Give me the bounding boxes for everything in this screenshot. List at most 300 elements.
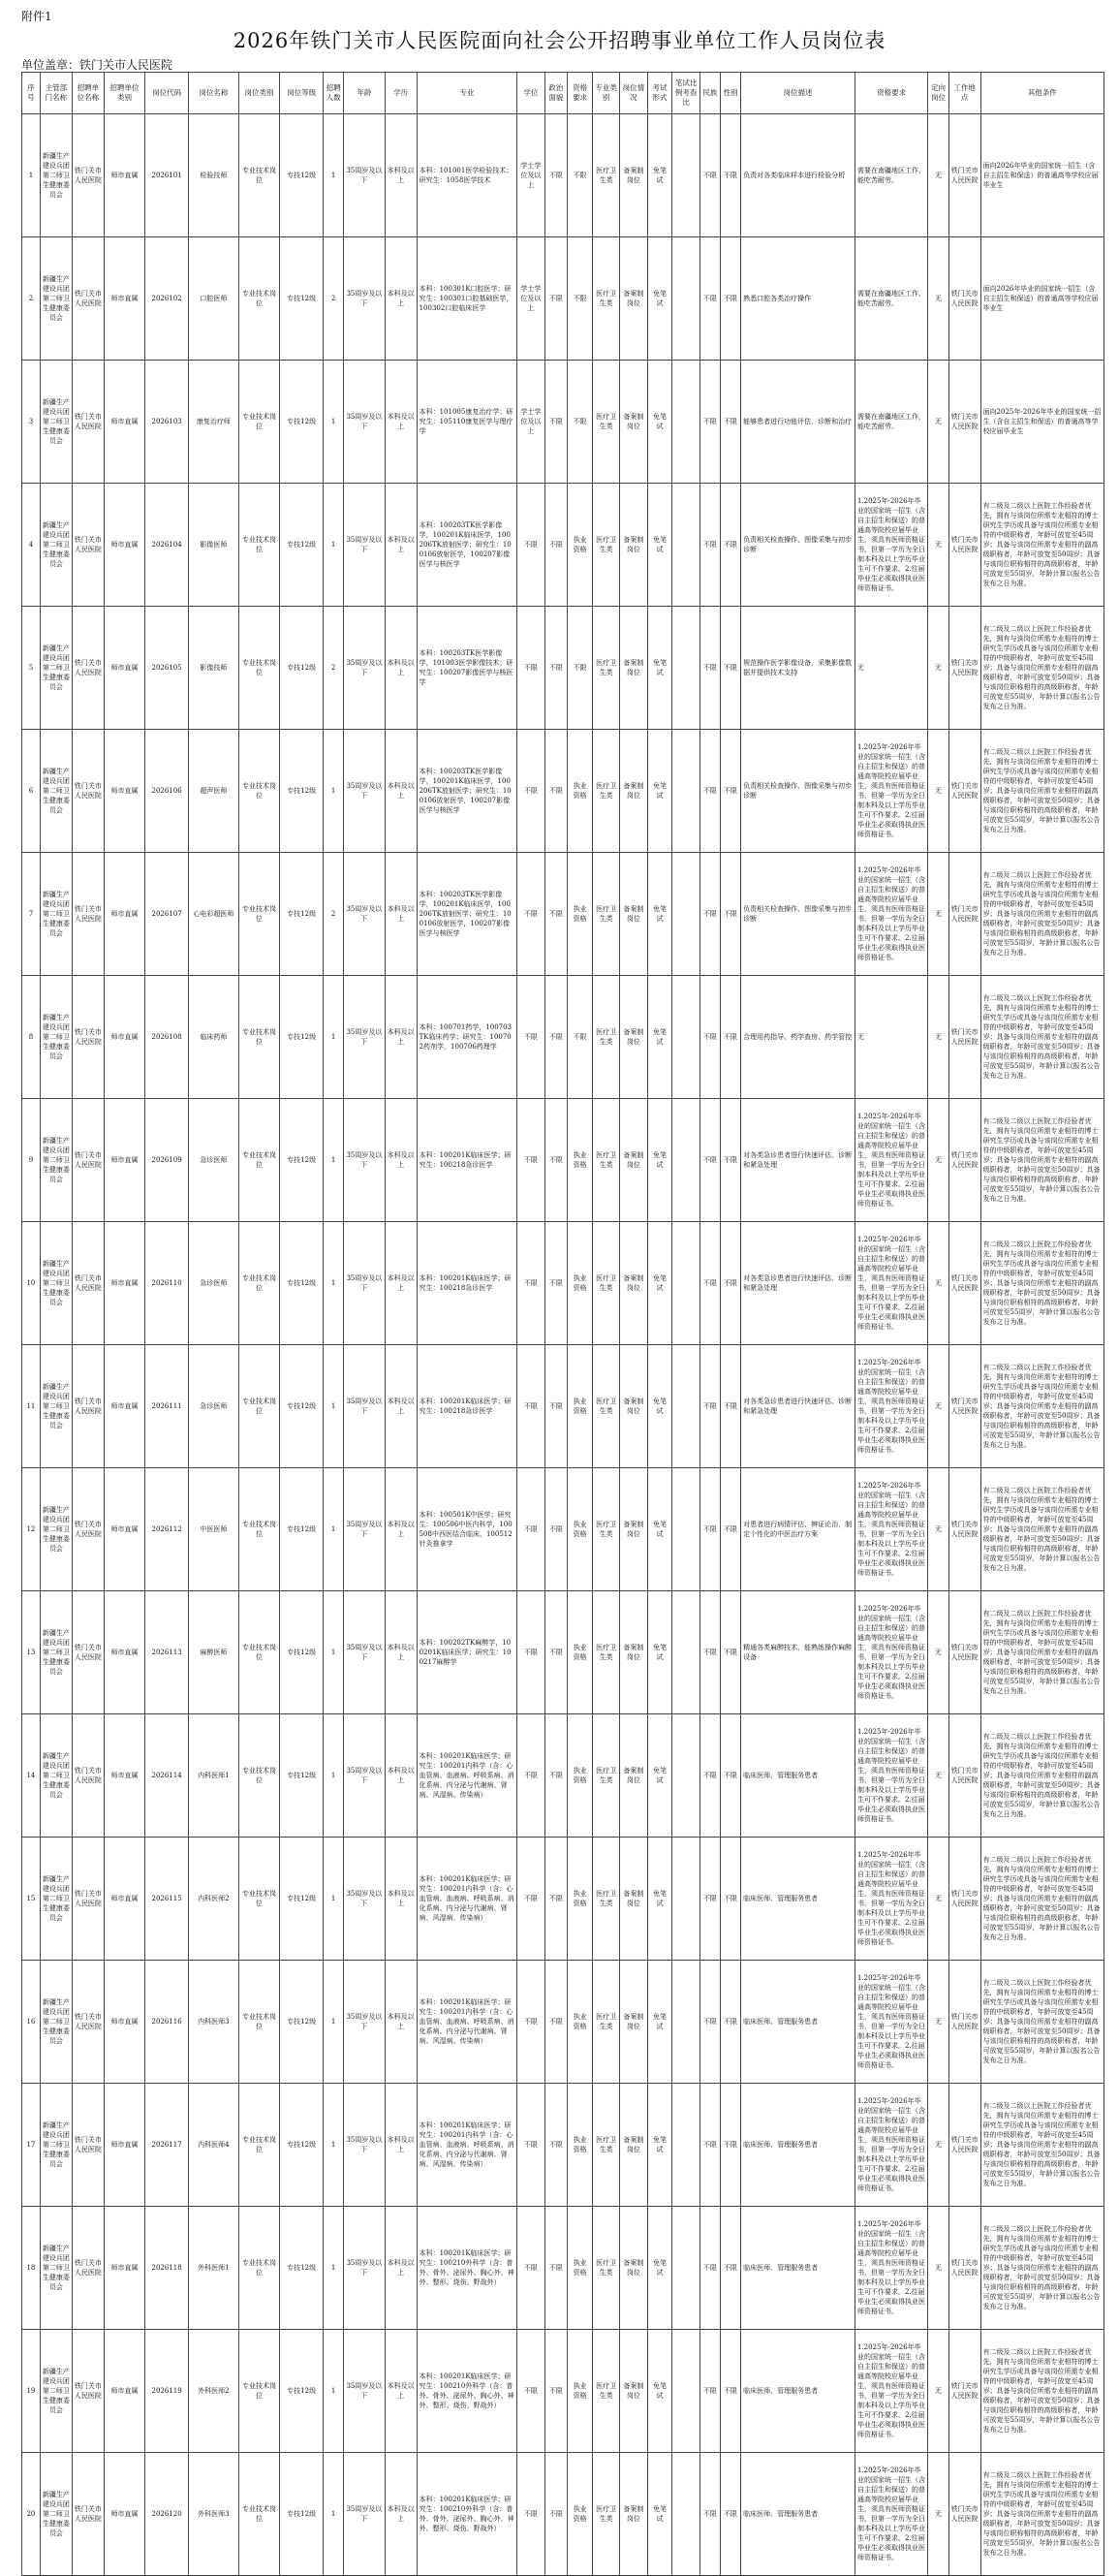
cell-majcat: 医疗卫生类	[593, 976, 620, 1099]
positions-table	[21, 72, 1104, 2576]
cell-age: 35周岁及以下	[344, 1591, 385, 1714]
cell-age: 35周岁及以下	[344, 730, 385, 853]
cell-other: 有二级及二级以上医院工作经验者优先，拥有与该岗位所需专业相符的博士研究生学历或具备与该岗位所需专业相符的中级职称者，年龄可放宽至45周岁；具备与该岗位所需专业相符的副高级职称者，年龄可放宽至50周岁；具备与该岗位职称相符的高级职称者，年龄可放宽至55周岁，年龄计算以报名公告发布之日为准。	[980, 1838, 1103, 1961]
cell-ratio	[672, 853, 699, 976]
cell-no: 7	[22, 853, 41, 976]
cell-ratio	[672, 1345, 699, 1468]
cell-major: 本科：100203TK医学影像学，101003医学影像技术；研究生：100207影像医学与核医学	[417, 607, 517, 730]
cell-unit_type: 师市直属	[104, 1345, 144, 1468]
cell-ratio	[672, 237, 699, 361]
cell-majcat: 医疗卫生类	[593, 2330, 620, 2453]
cell-qual: 执业资格	[568, 2330, 593, 2453]
cell-code: 2026105	[145, 607, 189, 730]
cell-edu: 本科及以上	[385, 1714, 417, 1838]
table-row	[22, 114, 1104, 237]
cell-no: 11	[22, 1345, 41, 1468]
cell-majcat: 医疗卫生类	[593, 1591, 620, 1714]
cell-majcat: 医疗卫生类	[593, 484, 620, 607]
cell-majcat: 医疗卫生类	[593, 1222, 620, 1345]
cell-post: 备案制岗位	[620, 2207, 647, 2330]
cell-edu: 本科及以上	[385, 1222, 417, 1345]
cell-unit: 铁门关市人民医院	[72, 730, 104, 853]
column-header: 岗位类别	[238, 73, 279, 114]
cell-unit: 铁门关市人民医院	[72, 484, 104, 607]
cell-major: 本科：101001医学检验技术；研究生：1058医学技术	[417, 114, 517, 237]
cell-place: 铁门关市人民医院	[948, 237, 980, 361]
column-header: 其他条件	[980, 73, 1103, 114]
cell-level: 专技12级	[280, 1222, 324, 1345]
cell-count: 1	[324, 976, 344, 1099]
cell-unit_type: 师市直属	[104, 607, 144, 730]
table-row	[22, 2330, 1104, 2453]
cell-no: 9	[22, 1099, 41, 1222]
table-row	[22, 2453, 1104, 2576]
cell-cat: 专业技术岗位	[238, 1099, 279, 1222]
cell-cat: 专业技术岗位	[238, 361, 279, 484]
cell-degree: 不限	[517, 1222, 544, 1345]
cell-cat: 专业技术岗位	[238, 853, 279, 976]
cell-count: 1	[324, 1714, 344, 1838]
column-header: 笔试比例考查比	[672, 73, 699, 114]
cell-sex: 不限	[720, 1099, 740, 1222]
cell-other: 有二级及二级以上医院工作经验者优先，拥有与该岗位所需专业相符的博士研究生学历或具备与该岗位所需专业相符的中级职称者，年龄可放宽至45周岁；具备与该岗位所需专业相符的副高级职称者，年龄可放宽至50周岁；具备与该岗位职称相符的高级职称者，年龄可放宽至55周岁，年龄计算以报名公告发布之日为准。	[980, 1468, 1103, 1591]
cell-desc: 临床医师、管理服务患者	[741, 1838, 855, 1961]
attachment-label: 附件1	[21, 10, 52, 23]
column-header: 岗位等级	[280, 73, 324, 114]
cell-majcat: 医疗卫生类	[593, 1099, 620, 1222]
cell-desc: 临床医师、管理服务患者	[741, 1961, 855, 2084]
cell-ratio	[672, 2453, 699, 2576]
cell-unit_type: 师市直属	[104, 1714, 144, 1838]
cell-count: 1	[324, 1591, 344, 1714]
cell-desc: 规范操作医学影像设备，采集影像数据并提供技术支持	[741, 607, 855, 730]
column-header: 岗位情况	[620, 73, 647, 114]
cell-no: 1	[22, 114, 41, 237]
cell-desc: 临床医师、管理服务患者	[741, 2084, 855, 2207]
column-header: 性别	[720, 73, 740, 114]
cell-unit_type: 师市直属	[104, 1222, 144, 1345]
cell-ratio	[672, 1961, 699, 2084]
cell-post: 备案制岗位	[620, 1961, 647, 2084]
cell-exam: 免笔试	[647, 1468, 672, 1591]
cell-ratio	[672, 2330, 699, 2453]
cell-exam: 免笔试	[647, 1222, 672, 1345]
cell-dir: 无	[928, 2084, 948, 2207]
table-row	[22, 1345, 1104, 1468]
cell-exam: 免笔试	[647, 484, 672, 607]
cell-req: 1.2025年-2026年毕业的国家统一招生（含自主招生和保送）的普通高等院校应届毕业生，须具有医师资格证书，但第一学历为全日制本科及以上学历毕业生可不作要求。2.往届毕业生必须取得执业医师资格证书。	[855, 1838, 927, 1961]
cell-edu: 本科及以上	[385, 2207, 417, 2330]
cell-age: 35周岁及以下	[344, 1222, 385, 1345]
cell-dept: 新疆生产建设兵团第二师卫生健康委员会	[40, 1961, 72, 2084]
cell-age: 35周岁及以下	[344, 853, 385, 976]
column-header: 招聘人数	[324, 73, 344, 114]
cell-code: 2026118	[145, 2207, 189, 2330]
cell-no: 10	[22, 1222, 41, 1345]
cell-unit_type: 师市直属	[104, 2207, 144, 2330]
cell-level: 专技12级	[280, 114, 324, 237]
cell-count: 1	[324, 361, 344, 484]
cell-post: 备案制岗位	[620, 1838, 647, 1961]
cell-cat: 专业技术岗位	[238, 1961, 279, 2084]
cell-dept: 新疆生产建设兵团第二师卫生健康委员会	[40, 607, 72, 730]
cell-dept: 新疆生产建设兵团第二师卫生健康委员会	[40, 1468, 72, 1591]
cell-post: 备案制岗位	[620, 607, 647, 730]
cell-eth: 不限	[699, 361, 720, 484]
cell-count: 1	[324, 2207, 344, 2330]
cell-name: 检验技师	[188, 114, 238, 237]
cell-desc: 能够患者进行功能评估、诊断和治疗	[741, 361, 855, 484]
cell-edu: 本科及以上	[385, 1345, 417, 1468]
cell-major: 本科：100201K临床医学；研究生：100210外科学（含：普外、骨外、泌尿外、胸心外、神外、整形、烧伤、野战外）	[417, 2207, 517, 2330]
cell-code: 2026108	[145, 976, 189, 1099]
cell-other: 有二级及二级以上医院工作经验者优先，拥有与该岗位所需专业相符的博士研究生学历或具备与该岗位所需专业相符的中级职称者，年龄可放宽至45周岁；具备与该岗位所需专业相符的副高级职称者，年龄可放宽至50周岁；具备与该岗位职称相符的高级职称者，年龄可放宽至55周岁，年龄计算以报名公告发布之日为准。	[980, 853, 1103, 976]
cell-post: 备案制岗位	[620, 1345, 647, 1468]
cell-other: 有二级及二级以上医院工作经验者优先，拥有与该岗位所需专业相符的博士研究生学历或具备与该岗位所需专业相符的中级职称者，年龄可放宽至45周岁；具备与该岗位所需专业相符的副高级职称者，年龄可放宽至50周岁；具备与该岗位职称相符的高级职称者，年龄可放宽至55周岁，年龄计算以报名公告发布之日为准。	[980, 484, 1103, 607]
cell-pol: 不限	[544, 237, 568, 361]
cell-majcat: 医疗卫生类	[593, 1838, 620, 1961]
table-row	[22, 730, 1104, 853]
cell-dir: 无	[928, 2453, 948, 2576]
cell-level: 专技12级	[280, 976, 324, 1099]
cell-degree: 不限	[517, 2453, 544, 2576]
table-row	[22, 484, 1104, 607]
cell-cat: 专业技术岗位	[238, 1838, 279, 1961]
column-header: 专业类别	[593, 73, 620, 114]
cell-unit: 铁门关市人民医院	[72, 1099, 104, 1222]
cell-name: 外科医师3	[188, 2453, 238, 2576]
cell-eth: 不限	[699, 2330, 720, 2453]
cell-unit: 铁门关市人民医院	[72, 114, 104, 237]
cell-dir: 无	[928, 2207, 948, 2330]
cell-level: 专技12级	[280, 730, 324, 853]
cell-age: 35周岁及以下	[344, 2084, 385, 2207]
cell-level: 专技12级	[280, 2207, 324, 2330]
cell-count: 2	[324, 607, 344, 730]
cell-code: 2026115	[145, 1838, 189, 1961]
cell-degree: 不限	[517, 1591, 544, 1714]
cell-degree: 不限	[517, 1838, 544, 1961]
cell-unit: 铁门关市人民医院	[72, 1838, 104, 1961]
cell-desc: 负责对各类临床样本进行检验分析	[741, 114, 855, 237]
cell-majcat: 医疗卫生类	[593, 2207, 620, 2330]
cell-req: 1.2025年-2026年毕业的国家统一招生（含自主招生和保送）的普通高等院校应届毕业生，须具有医师资格证书，但第一学历为全日制本科及以上学历毕业生可不作要求。2.往届毕业生必须取得执业医师资格证书。	[855, 2084, 927, 2207]
cell-post: 备案制岗位	[620, 1591, 647, 1714]
cell-pol: 不限	[544, 2330, 568, 2453]
cell-req: 需要在南疆地区工作，能吃苦耐劳。	[855, 361, 927, 484]
cell-cat: 专业技术岗位	[238, 2084, 279, 2207]
cell-qual: 不限	[568, 607, 593, 730]
cell-cat: 专业技术岗位	[238, 730, 279, 853]
cell-edu: 本科及以上	[385, 237, 417, 361]
cell-name: 口腔医师	[188, 237, 238, 361]
cell-req: 1.2025年-2026年毕业的国家统一招生（含自主招生和保送）的普通高等院校应届毕业生，须具有医师资格证书，但第一学历为全日制本科及以上学历毕业生可不作要求。2.往届毕业生必须取得执业医师资格证书。	[855, 1714, 927, 1838]
cell-level: 专技12级	[280, 853, 324, 976]
cell-majcat: 医疗卫生类	[593, 1345, 620, 1468]
cell-degree: 不限	[517, 2330, 544, 2453]
cell-code: 2026109	[145, 1099, 189, 1222]
cell-cat: 专业技术岗位	[238, 2453, 279, 2576]
cell-dept: 新疆生产建设兵团第二师卫生健康委员会	[40, 237, 72, 361]
cell-major: 本科：100201K临床医学；研究生：100201内科学（含：心血管病、血液病、呼吸系病、消化系病、内分泌与代谢病、肾病、风湿病、传染病）	[417, 2084, 517, 2207]
cell-level: 专技12级	[280, 484, 324, 607]
column-header: 学位	[517, 73, 544, 114]
cell-qual: 执业资格	[568, 1838, 593, 1961]
cell-name: 内科医师3	[188, 1961, 238, 2084]
cell-desc: 负责相关检查操作、图像采集与初步诊断	[741, 484, 855, 607]
cell-edu: 本科及以上	[385, 1961, 417, 2084]
cell-desc: 对各类急诊患者进行快速评估、诊断和紧急处理	[741, 1345, 855, 1468]
cell-dir: 无	[928, 2330, 948, 2453]
cell-unit: 铁门关市人民医院	[72, 1961, 104, 2084]
cell-dir: 无	[928, 730, 948, 853]
cell-dir: 无	[928, 237, 948, 361]
cell-cat: 专业技术岗位	[238, 607, 279, 730]
cell-dept: 新疆生产建设兵团第二师卫生健康委员会	[40, 2330, 72, 2453]
cell-req: 1.2025年-2026年毕业的国家统一招生（含自主招生和保送）的普通高等院校应届毕业生，须具有医师资格证书，但第一学历为全日制本科及以上学历毕业生可不作要求。2.往届毕业生必须取得执业医师资格证书。	[855, 853, 927, 976]
cell-count: 1	[324, 1961, 344, 2084]
cell-eth: 不限	[699, 114, 720, 237]
cell-unit_type: 师市直属	[104, 1591, 144, 1714]
cell-edu: 本科及以上	[385, 2453, 417, 2576]
cell-age: 35周岁及以下	[344, 1714, 385, 1838]
cell-code: 2026111	[145, 1345, 189, 1468]
cell-unit_type: 师市直属	[104, 730, 144, 853]
cell-other: 有二级及二级以上医院工作经验者优先，拥有与该岗位所需专业相符的博士研究生学历或具备与该岗位所需专业相符的中级职称者，年龄可放宽至45周岁；具备与该岗位所需专业相符的副高级职称者，年龄可放宽至50周岁；具备与该岗位职称相符的高级职称者，年龄可放宽至55周岁，年龄计算以报名公告发布之日为准。	[980, 1099, 1103, 1222]
cell-sex: 不限	[720, 2330, 740, 2453]
cell-edu: 本科及以上	[385, 484, 417, 607]
cell-pol: 不限	[544, 730, 568, 853]
cell-count: 1	[324, 2084, 344, 2207]
cell-desc: 合理用药指导、药学查房、药学管控	[741, 976, 855, 1099]
cell-no: 18	[22, 2207, 41, 2330]
cell-no: 17	[22, 2084, 41, 2207]
cell-eth: 不限	[699, 1099, 720, 1222]
cell-qual: 不限	[568, 976, 593, 1099]
cell-req: 需要在南疆地区工作，能吃苦耐劳。	[855, 114, 927, 237]
cell-level: 专技12级	[280, 361, 324, 484]
cell-major: 本科：100701药学，100703TK临床药学；研究生：100702药剂学，100706药理学	[417, 976, 517, 1099]
cell-sex: 不限	[720, 730, 740, 853]
cell-major: 本科：100501K中医学；研究生：100506中医内科学，100508中西医结合临床，100512针灸推拿学	[417, 1468, 517, 1591]
cell-name: 内科医师2	[188, 1838, 238, 1961]
table-header-row	[22, 73, 1104, 114]
cell-qual: 执业资格	[568, 2084, 593, 2207]
cell-place: 铁门关市人民医院	[948, 1345, 980, 1468]
cell-desc: 精通各类麻醉技术，能熟练操作麻醉设备	[741, 1591, 855, 1714]
cell-code: 2026103	[145, 361, 189, 484]
cell-code: 2026112	[145, 1468, 189, 1591]
cell-name: 内科医师4	[188, 2084, 238, 2207]
cell-majcat: 医疗卫生类	[593, 2453, 620, 2576]
cell-unit_type: 师市直属	[104, 114, 144, 237]
cell-eth: 不限	[699, 1961, 720, 2084]
cell-desc: 对各类急诊患者进行快速评估、诊断和紧急处理	[741, 1099, 855, 1222]
column-header: 主管部门名称	[40, 73, 72, 114]
cell-count: 1	[324, 1838, 344, 1961]
cell-pol: 不限	[544, 976, 568, 1099]
cell-ratio	[672, 1714, 699, 1838]
cell-place: 铁门关市人民医院	[948, 1468, 980, 1591]
column-header: 岗位代码	[145, 73, 189, 114]
cell-eth: 不限	[699, 1345, 720, 1468]
column-header: 资格要求	[568, 73, 593, 114]
cell-req: 1.2025年-2026年毕业的国家统一招生（含自主招生和保送）的普通高等院校应届毕业生，须具有医师资格证书，但第一学历为全日制本科及以上学历毕业生可不作要求。2.往届毕业生必须取得执业医师资格证书。	[855, 730, 927, 853]
cell-eth: 不限	[699, 237, 720, 361]
cell-dir: 无	[928, 114, 948, 237]
cell-count: 1	[324, 484, 344, 607]
column-header: 专业	[417, 73, 517, 114]
cell-count: 1	[324, 1468, 344, 1591]
cell-post: 备案制岗位	[620, 1222, 647, 1345]
cell-major: 本科：100201K临床医学；研究生：100201内科学（含：心血管病、血液病、呼吸系病、消化系病、内分泌与代谢病、肾病、风湿病、传染病）	[417, 1961, 517, 2084]
cell-req: 1.2025年-2026年毕业的国家统一招生（含自主招生和保送）的普通高等院校应届毕业生，须具有医师资格证书，但第一学历为全日制本科及以上学历毕业生可不作要求。2.往届毕业生必须取得执业医师资格证书。	[855, 1099, 927, 1222]
cell-code: 2026119	[145, 2330, 189, 2453]
cell-dept: 新疆生产建设兵团第二师卫生健康委员会	[40, 114, 72, 237]
cell-dept: 新疆生产建设兵团第二师卫生健康委员会	[40, 361, 72, 484]
cell-no: 12	[22, 1468, 41, 1591]
cell-post: 备案制岗位	[620, 484, 647, 607]
cell-pol: 不限	[544, 1591, 568, 1714]
cell-post: 备案制岗位	[620, 361, 647, 484]
cell-age: 35周岁及以下	[344, 114, 385, 237]
cell-unit_type: 师市直属	[104, 1961, 144, 2084]
cell-qual: 执业资格	[568, 484, 593, 607]
cell-major: 本科：100201K临床医学；研究生：100218急诊医学	[417, 1099, 517, 1222]
cell-degree: 不限	[517, 1345, 544, 1468]
cell-age: 35周岁及以下	[344, 1468, 385, 1591]
cell-cat: 专业技术岗位	[238, 1345, 279, 1468]
cell-other: 有二级及二级以上医院工作经验者优先，拥有与该岗位所需专业相符的博士研究生学历或具备与该岗位所需专业相符的中级职称者，年龄可放宽至45周岁；具备与该岗位所需专业相符的副高级职称者，年龄可放宽至50周岁；具备与该岗位职称相符的高级职称者，年龄可放宽至55周岁，年龄计算以报名公告发布之日为准。	[980, 2453, 1103, 2576]
cell-age: 35周岁及以下	[344, 607, 385, 730]
cell-pol: 不限	[544, 853, 568, 976]
cell-unit_type: 师市直属	[104, 2084, 144, 2207]
cell-age: 35周岁及以下	[344, 484, 385, 607]
cell-eth: 不限	[699, 484, 720, 607]
cell-exam: 免笔试	[647, 2330, 672, 2453]
cell-edu: 本科及以上	[385, 1099, 417, 1222]
cell-sex: 不限	[720, 1838, 740, 1961]
column-header: 岗位名称	[188, 73, 238, 114]
cell-exam: 免笔试	[647, 1961, 672, 2084]
cell-place: 铁门关市人民医院	[948, 730, 980, 853]
cell-age: 35周岁及以下	[344, 237, 385, 361]
cell-req: 无	[855, 976, 927, 1099]
table-row	[22, 607, 1104, 730]
cell-eth: 不限	[699, 976, 720, 1099]
cell-count: 1	[324, 1345, 344, 1468]
cell-place: 铁门关市人民医院	[948, 2453, 980, 2576]
cell-age: 35周岁及以下	[344, 1961, 385, 2084]
cell-sex: 不限	[720, 853, 740, 976]
cell-ratio	[672, 730, 699, 853]
column-header: 序号	[22, 73, 41, 114]
cell-ratio	[672, 1838, 699, 1961]
cell-qual: 执业资格	[568, 853, 593, 976]
cell-age: 35周岁及以下	[344, 2330, 385, 2453]
cell-other: 有二级及二级以上医院工作经验者优先，拥有与该岗位所需专业相符的博士研究生学历或具备与该岗位所需专业相符的中级职称者，年龄可放宽至45周岁；具备与该岗位所需专业相符的副高级职称者，年龄可放宽至50周岁；具备与该岗位职称相符的高级职称者，年龄可放宽至55周岁，年龄计算以报名公告发布之日为准。	[980, 1961, 1103, 2084]
cell-desc: 临床医师、管理服务患者	[741, 2330, 855, 2453]
cell-exam: 免笔试	[647, 2207, 672, 2330]
cell-degree: 不限	[517, 1961, 544, 2084]
cell-name: 急诊医师	[188, 1345, 238, 1468]
cell-pol: 不限	[544, 1714, 568, 1838]
cell-no: 8	[22, 976, 41, 1099]
column-header: 民族	[699, 73, 720, 114]
cell-pol: 不限	[544, 1099, 568, 1222]
table-row	[22, 361, 1104, 484]
cell-name: 心电彩超医师	[188, 853, 238, 976]
column-header: 考试形式	[647, 73, 672, 114]
cell-eth: 不限	[699, 1468, 720, 1591]
cell-qual: 不限	[568, 114, 593, 237]
cell-desc: 临床医师、管理服务患者	[741, 2207, 855, 2330]
cell-count: 1	[324, 2453, 344, 2576]
cell-majcat: 医疗卫生类	[593, 237, 620, 361]
cell-qual: 不限	[568, 361, 593, 484]
cell-edu: 本科及以上	[385, 853, 417, 976]
cell-count: 1	[324, 1099, 344, 1222]
cell-dept: 新疆生产建设兵团第二师卫生健康委员会	[40, 1714, 72, 1838]
cell-exam: 免笔试	[647, 361, 672, 484]
cell-sex: 不限	[720, 607, 740, 730]
cell-exam: 免笔试	[647, 730, 672, 853]
cell-major: 本科：100201K临床医学；研究生：100218急诊医学	[417, 1222, 517, 1345]
cell-post: 备案制岗位	[620, 730, 647, 853]
cell-ratio	[672, 2084, 699, 2207]
cell-qual: 执业资格	[568, 730, 593, 853]
cell-pol: 不限	[544, 2207, 568, 2330]
cell-ratio	[672, 2207, 699, 2330]
cell-level: 专技12级	[280, 1099, 324, 1222]
cell-place: 铁门关市人民医院	[948, 361, 980, 484]
column-header: 学历	[385, 73, 417, 114]
cell-level: 专技12级	[280, 237, 324, 361]
cell-dept: 新疆生产建设兵团第二师卫生健康委员会	[40, 484, 72, 607]
cell-level: 专技12级	[280, 1714, 324, 1838]
cell-post: 备案制岗位	[620, 2084, 647, 2207]
cell-desc: 临床医师、管理服务患者	[741, 2453, 855, 2576]
cell-degree: 不限	[517, 2084, 544, 2207]
cell-place: 铁门关市人民医院	[948, 1222, 980, 1345]
page-title: 2026年铁门关市人民医院面向社会公开招聘事业单位工作人员岗位表	[233, 29, 886, 52]
cell-edu: 本科及以上	[385, 361, 417, 484]
cell-place: 铁门关市人民医院	[948, 1714, 980, 1838]
cell-code: 2026116	[145, 1961, 189, 2084]
cell-exam: 免笔试	[647, 237, 672, 361]
column-header: 岗位描述	[741, 73, 855, 114]
cell-unit: 铁门关市人民医院	[72, 237, 104, 361]
cell-post: 备案制岗位	[620, 853, 647, 976]
table-row	[22, 2207, 1104, 2330]
cell-level: 专技12级	[280, 607, 324, 730]
cell-desc: 负责相关检查操作、图像采集与初步诊断	[741, 730, 855, 853]
cell-desc: 对各类急诊患者进行快速评估、诊断和紧急处理	[741, 1222, 855, 1345]
cell-qual: 不限	[568, 237, 593, 361]
cell-eth: 不限	[699, 853, 720, 976]
cell-req: 1.2025年-2026年毕业的国家统一招生（含自主招生和保送）的普通高等院校应届毕业生，须具有医师资格证书，但第一学历为全日制本科及以上学历毕业生可不作要求。2.往届毕业生必须取得执业医师资格证书。	[855, 2330, 927, 2453]
cell-place: 铁门关市人民医院	[948, 2084, 980, 2207]
cell-ratio	[672, 1222, 699, 1345]
cell-sex: 不限	[720, 2084, 740, 2207]
cell-sex: 不限	[720, 361, 740, 484]
column-header: 政治面貌	[544, 73, 568, 114]
cell-name: 康复治疗师	[188, 361, 238, 484]
cell-eth: 不限	[699, 1222, 720, 1345]
cell-unit_type: 师市直属	[104, 1099, 144, 1222]
cell-major: 本科：100201K临床医学；研究生：100201内科学（含：心血管病、血液病、呼吸系病、消化系病、内分泌与代谢病、肾病、风湿病、传染病）	[417, 1714, 517, 1838]
cell-unit_type: 师市直属	[104, 2453, 144, 2576]
